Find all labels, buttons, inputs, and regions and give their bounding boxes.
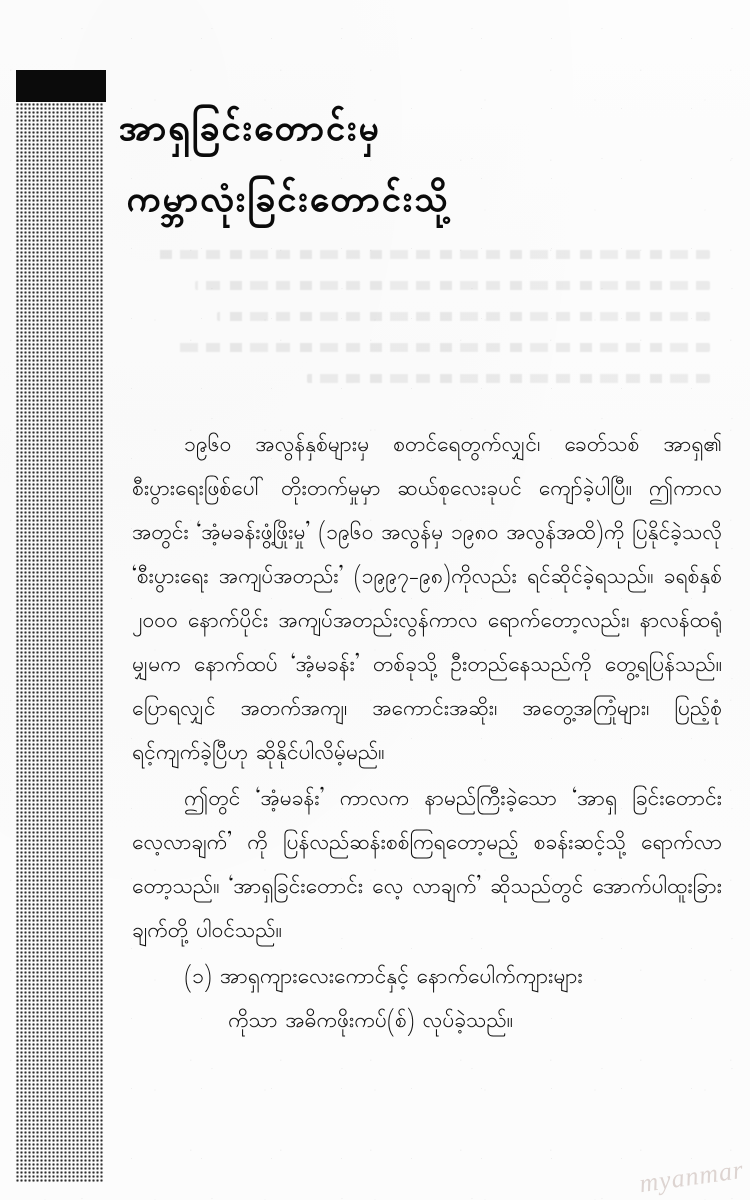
chapter-title-line-2: ကမ္ဘာလုံးခြင်းတောင်းသို့ bbox=[126, 176, 450, 231]
list-item-continuation: ကိုသာ အဓိကဖိုးကပ်(စ်) လုပ်ခဲ့သည်။ bbox=[228, 1007, 513, 1038]
ghost-line bbox=[217, 312, 710, 321]
page-watermark: myanmar bbox=[637, 1154, 746, 1199]
ghost-line bbox=[178, 343, 710, 352]
chapter-title-line-1: အာရှခြင်းတောင်းမှ bbox=[118, 105, 381, 159]
ghost-line bbox=[195, 281, 710, 290]
ghost-line bbox=[150, 250, 710, 259]
chapter-title bbox=[118, 104, 718, 233]
margin-halftone-band bbox=[16, 103, 104, 1183]
ghost-line bbox=[307, 374, 710, 383]
paragraph-1: ၁၉၆၀ အလွန်နှစ်များမှ စတင်ရေတွက်လျှင်၊ ခေတ်သစ် အာရှ၏ စီးပွားရေးဖြစ်ပေါ် တိုးတက်မှုမှာ ဆယ်စုလေးခုပင် ကျော်ခဲ့ပါပြီ။ ဤကာလအတွင်း ‘အံ့မခန်းဖွံ့ဖြိုးမှု’ (၁၉၆၀ အလွန်မှ ၁၉၈၀ အလွန်အထိ)ကို ပြနိုင်ခဲ့သလို ‘စီးပွားရေး အကျပ်အတည်း’ (၁၉၉၇-၉၈)ကိုလည်း ရင်ဆိုင်ခဲ့ရသည်။ ခရစ်နှစ် ၂၀၀၀ နောက်ပိုင်း အကျပ်အတည်းလွန်ကာလ ရောက်တော့လည်း၊ နာလန်ထရုံမျှမက နောက်ထပ် ‘အံ့မခန်း’ တစ်ခုသို့ ဦးတည်နေသည်ကို တွေ့ရပြန်သည်။ ပြောရလျှင် အတက်အကျ၊ အကောင်းအဆိုး၊ အတွေ့အကြုံများ၊ ပြည့်စုံ ရင့်ကျက်ခဲ့ပြီဟု ဆိုနိုင်ပါလိမ့်မည်။ bbox=[132, 431, 722, 770]
paragraph-2: ဤတွင် ‘အံ့မခန်း’ ကာလက နာမည်ကြီးခဲ့သော ‘အာရှ ခြင်းတောင်း လေ့လာချက်’ ကို ပြန်လည်ဆန်းစစ်ကြရတော့မည့် စခန်းဆင့်သို့ ရောက်လာတော့သည်။ ‘အာရှခြင်းတောင်း လေ့ လာချက်’ ဆိုသည်တွင် အောက်ပါထူးခြားချက်တို့ ပါဝင်သည်။ bbox=[132, 785, 722, 948]
list-item-marker: (၁) bbox=[184, 963, 213, 994]
margin-cap-block bbox=[16, 70, 106, 102]
list-item-text: အာရှကျားလေးကောင်နှင့် နောက်ပေါက်ကျားများ bbox=[219, 963, 583, 994]
show-through-ghost-text bbox=[150, 250, 710, 450]
list-item bbox=[132, 957, 722, 1045]
body-text-column bbox=[132, 425, 722, 1045]
